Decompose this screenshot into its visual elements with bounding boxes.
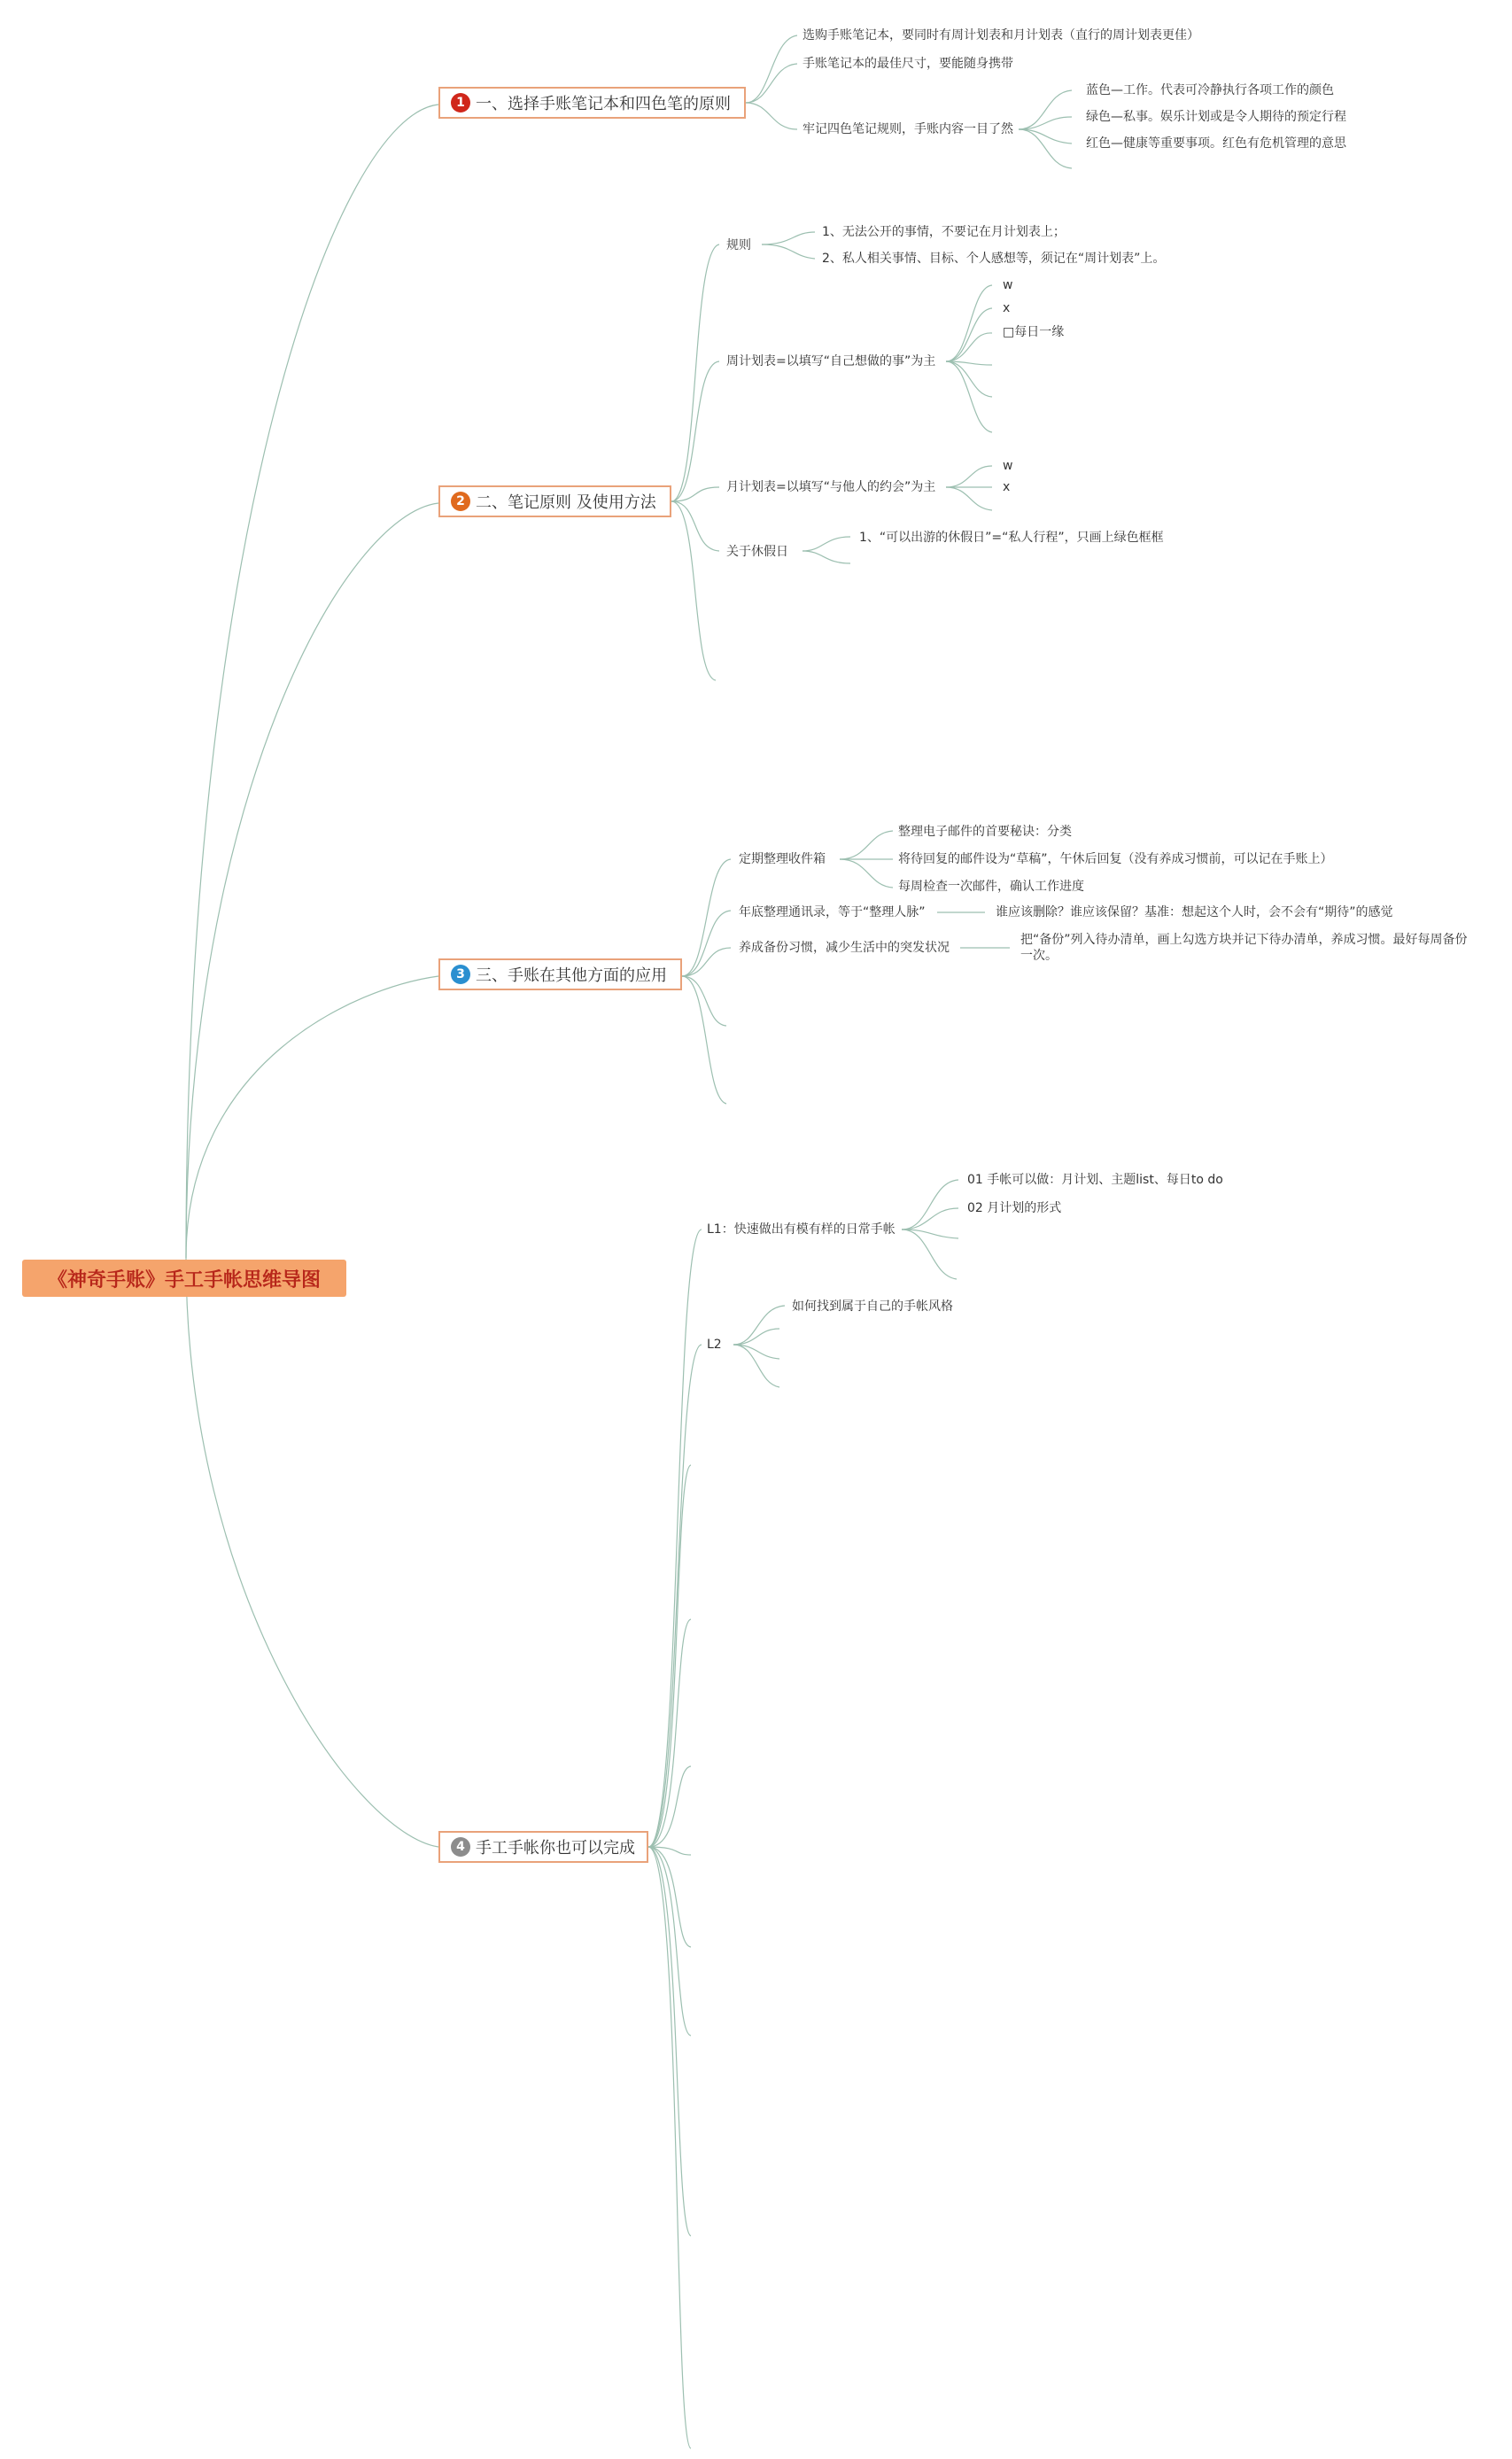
node-inbox-3[interactable]: 每周检查一次邮件，确认工作进度 [898, 880, 1084, 894]
root-topic[interactable] [22, 1260, 346, 1297]
node-holiday[interactable]: 关于休假日 [726, 545, 788, 559]
node-monthly[interactable]: 月计划表=以填写“与他人的约会”为主 [726, 480, 936, 494]
node-rule-2[interactable]: 2、私人相关事情、目标、个人感想等，须记在“周计划表”上。 [822, 252, 1166, 266]
branch-3-label: 三、手账在其他方面的应用 [476, 966, 667, 985]
root-title: 《神奇手账》手工手帐思维导图 [47, 1268, 321, 1292]
node-inbox[interactable]: 定期整理收件箱 [739, 852, 826, 866]
branch-1[interactable] [438, 87, 746, 119]
node-rules[interactable]: 规则 [726, 238, 751, 252]
node-1a[interactable]: 选购手账笔记本，要同时有周计划表和月计划表（直行的周计划表更佳） [803, 28, 1199, 43]
node-inbox-2[interactable]: 将待回复的邮件设为“草稿”，午休后回复（没有养成习惯前，可以记在手账上） [898, 852, 1333, 866]
node-weekly[interactable]: 周计划表=以填写“自己想做的事”为主 [726, 354, 936, 368]
node-1c2[interactable]: 绿色—私事。娱乐计划或是令人期待的预定行程 [1086, 110, 1346, 124]
branch-4-label: 手工手帐你也可以完成 [476, 1839, 635, 1858]
node-contacts[interactable]: 年底整理通讯录，等于“整理人脉” [739, 905, 926, 919]
node-rule-1[interactable]: 1、无法公开的事情，不要记在月计划表上； [822, 225, 1066, 239]
node-weekly-x[interactable]: x [1003, 301, 1011, 315]
node-contacts-1[interactable]: 谁应该删除？谁应该保留？基准：想起这个人时，会不会有“期待”的感觉 [996, 905, 1393, 919]
node-monthly-w[interactable]: w [1003, 459, 1013, 473]
branch-2[interactable] [438, 485, 671, 517]
node-1c3[interactable]: 红色—健康等重要事项。红色有危机管理的意思 [1086, 136, 1346, 151]
branch-4[interactable] [438, 1831, 648, 1863]
branch-1-label: 一、选择手账笔记本和四色笔的原则 [476, 95, 731, 113]
node-monthly-x[interactable]: x [1003, 480, 1011, 494]
number-badge-2: 2 [451, 492, 470, 511]
node-l2-1[interactable]: 如何找到属于自己的手帐风格 [792, 1299, 953, 1314]
branch-2-label: 二、笔记原则 及使用方法 [476, 493, 656, 512]
node-weekly-w[interactable]: w [1003, 278, 1013, 292]
node-weekly-daily[interactable]: □每日一缘 [1003, 325, 1065, 339]
number-badge-3: 3 [451, 965, 470, 984]
node-holiday-1[interactable]: 1、“可以出游的休假日”=“私人行程”，只画上绿色框框 [859, 531, 1164, 545]
node-l1-2[interactable]: 02 月计划的形式 [967, 1201, 1062, 1215]
number-badge-1: 1 [451, 93, 470, 112]
node-l2[interactable]: L2 [707, 1338, 722, 1352]
branch-3[interactable] [438, 958, 682, 990]
node-l1[interactable]: L1：快速做出有模有样的日常手帐 [707, 1222, 896, 1237]
node-1b[interactable]: 手账笔记本的最佳尺寸，要能随身携带 [803, 57, 1013, 71]
node-1c[interactable]: 牢记四色笔记规则，手账内容一目了然 [803, 122, 1013, 136]
node-backup[interactable]: 养成备份习惯，减少生活中的突发状况 [739, 941, 950, 955]
node-l1-1[interactable]: 01 手帐可以做：月计划、主题list、每日to do [967, 1173, 1223, 1187]
number-badge-4: 4 [451, 1837, 470, 1857]
node-inbox-1[interactable]: 整理电子邮件的首要秘诀：分类 [898, 825, 1072, 839]
node-backup-1[interactable]: 把“备份”列入待办清单，画上勾选方块并记下待办清单，养成习惯。最好每周备份一次。 [1020, 933, 1468, 963]
node-1c1[interactable]: 蓝色—工作。代表可冷静执行各项工作的颜色 [1086, 83, 1334, 97]
